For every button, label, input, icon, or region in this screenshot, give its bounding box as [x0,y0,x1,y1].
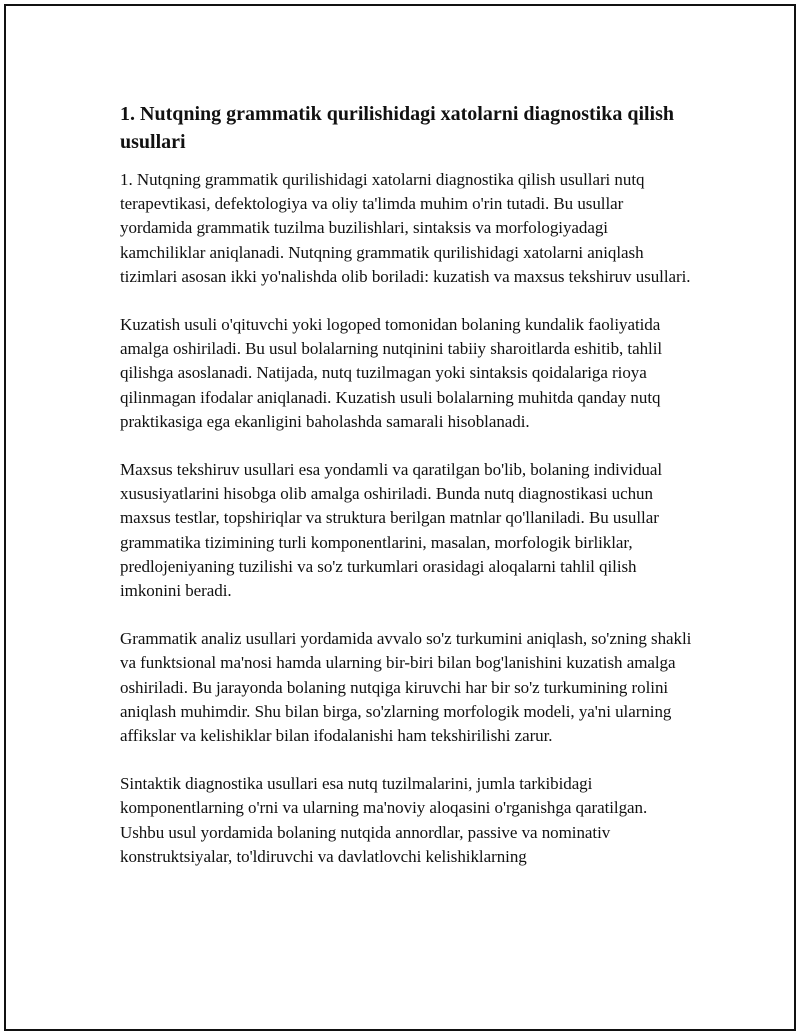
paragraph-3: Maxsus tekshiruv usullari esa yondamli va qaratilgan bo'lib, bolaning individual xususiyatlarini hisobga olib amalga oshiriladi. Bunda nutq diagnostikasi uchun maxsus testlar, topshiriqlar va struktura berilgan matnlar qo'llaniladi. Bu usullar grammatika tizimining turli komponentlarini, masalan, morfologik birliklar, predlojeniyaning tuzilishi va so'z turkumlari orasidagi aloqalarni tahlil qilish imkonini beradi. [120,460,663,601]
document-page [4,4,796,1031]
document-title: 1. Nutqning grammatik qurilishidagi xatolarni diagnostika qilish usullari [120,103,675,153]
paragraph-4: Grammatik analiz usullari yordamida avvalo so'z turkumini aniqlash, so'zning shakli va funktsional ma'nosi hamda ularning bir-biri bilan bog'lanishini kuzatish amalga oshiriladi. Bu jarayonda bolaning nutqiga kiruvchi har bir so'z turkumining rolini aniqlash muhimdir. Shu bilan birga, so'zlarning morfologik modeli, ya'ni ularning affikslar va kelishiklar bilan ifodalanishi ham tekshirilishi zarur. [120,629,692,746]
paragraph-1: 1. Nutqning grammatik qurilishidagi xatolarni diagnostika qilish usullari nutq terapevtikasi, defektologiya va oliy ta'limda muhim o'rin tutadi. Bu usullar yordamida grammatik tuzilma buzilishlari, sintaksis va morfologiyadagi kamchiliklar aniqlanadi. Nutqning grammatik qurilishidagi xatolarni aniqlash tizimlari asosan ikki yo'nalishda olib boriladi: kuzatish va maxsus tekshiruv usullari. [120,170,691,286]
paragraph-2: Kuzatish usuli o'qituvchi yoki logoped tomonidan bolaning kundalik faoliyatida amalga oshiriladi. Bu usul bolalarning nutqinini tabiiy sharoitlarda eshitib, tahlil qilishga asoslanadi. Natijada, nutq tuzilmagan yoki sintaksis qoidalariga rioya qilinmagan ifodalar aniqlanadi. Kuzatish usuli bolalarning muhitda qanday nutq praktikasiga ega ekanligini baholashda samarali hisoblanadi. [120,315,663,431]
document-content [120,100,692,893]
paragraph-5: Sintaktik diagnostika usullari esa nutq tuzilmalarini, jumla tarkibidagi komponentlarning o'rni va ularning ma'noviy aloqasini o'rganishga qaratilgan. Ushbu usul yordamida bolaning nutqida annordlar, passive va nominativ konstruktsiyalar, to'ldiruvchi va davlatlovchi kelishiklarning [120,774,648,866]
